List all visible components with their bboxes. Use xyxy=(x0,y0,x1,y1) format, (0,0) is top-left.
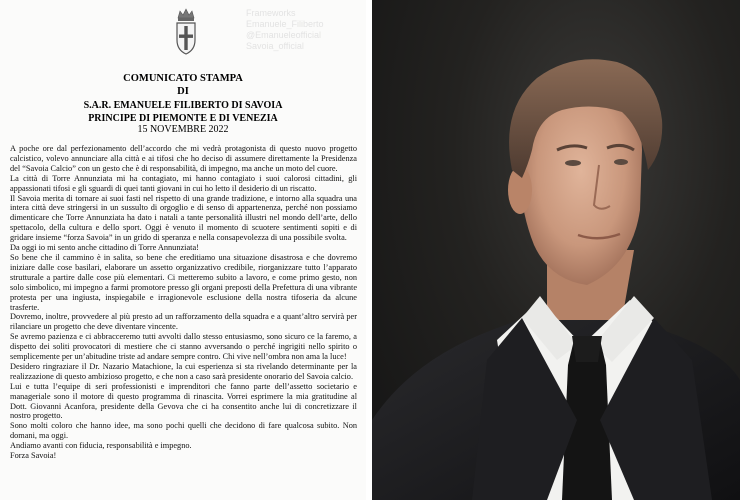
header-di: DI xyxy=(177,86,189,97)
watermark-line: Emanuele_Filiberto xyxy=(246,19,324,29)
watermark xyxy=(246,8,356,52)
man-portrait-illustration xyxy=(372,0,740,500)
watermark-line: Frameworks xyxy=(246,8,296,18)
paragraph: Lui e tutta l’equipe di seri professionisti e imprenditori che fanno parte dell’assetto societario e manageriale sono il motore di questo programma di rinascita. Vorrei esprimere la mia gratitudine al Dott. Giovanni Acanfora, presidente della Gevova che ci ha consentito anche lui di concretizzare il nostro progetto. xyxy=(10,381,357,421)
header-title: COMUNICATO STAMPA xyxy=(123,73,243,84)
paragraph: La città di Torre Annunziata mi ha contagiato, mi hanno contagiato i suoi calorosi cittadini, gli appassionati tifosi e gli sguardi di quei tanti giovani in cui ho letto il desiderio di un riscatto. xyxy=(10,173,357,193)
document-header xyxy=(0,72,366,125)
document-date: 15 NOVEMBRE 2022 xyxy=(137,124,229,135)
header-title-line: PRINCIPE DI PIEMONTE E DI VENEZIA xyxy=(88,113,278,124)
paragraph: A poche ore dal perfezionamento dell’accordo che mi vedrà protagonista di questo nuovo progetto calcistico, volevo annunciare alla città e ai tifosi che ho deciso di assumere direttamente la Presidenza del “Savoia Calcio” con un gesto che è di responsabilità, di impegno, ma anche un moto del cuore. xyxy=(10,144,357,173)
watermark-line: @Emanueleofficial xyxy=(246,30,322,40)
paragraph: So bene che il cammino è in salita, so bene che ereditiamo una situazione disastrosa e che dovremo iniziare dalle cose basilari, elaborare un assetto organizzativo credibile, riorganizzare tutto l’apparato strutturale a partire dalle cose più elementari. Ci metteremo subito a lavoro, e come primo gesto, non solo simbolico, mi impegno a farmi promotore presso gli organi preposti della Prefettura di una vibrante protesta per una ingiusta, inspiegabile e irragionevole esclusione della nostra tifoseria da alcune trasferte. xyxy=(10,252,357,312)
paragraph: Forza Savoia! xyxy=(10,451,57,461)
savoy-crest-icon xyxy=(173,6,199,60)
portrait-photo xyxy=(372,0,740,500)
header-name: S.A.R. EMANUELE FILIBERTO DI SAVOIA xyxy=(83,100,283,111)
paragraph: Il Savoia merita di tornare ai suoi fasti nel rispetto di una grande tradizione, e intorno alla squadra una intera città deve stringersi in un sussulto di orgoglio e di senso di appartenenza, perché non possiamo dimenticare che Torre Annunziata ha dato i natali a tante personalità illustri nel mondo dell’arte, dello spettacolo, della cultura e dello sport. Oggi è venuto il momento di scuotere sentimenti sopiti e di gridare insieme “forza Savoia” in un grido di speranza e nella consapevolezza di una possibile svolta. xyxy=(10,193,357,243)
paragraph: Andiamo avanti con fiducia, responsabilità e impegno. xyxy=(10,441,192,451)
watermark-line: Savoia_official xyxy=(246,41,304,51)
document-body xyxy=(10,144,357,461)
paragraph: Desidero ringraziare il Dr. Nazario Matachione, la cui esperienza si sta rivelando determinante per la realizzazione di questo ambizioso progetto, e che non a caso sarà presidente onorario del Savoia calcio. xyxy=(10,361,357,381)
paragraph: Da oggi io mi sento anche cittadino di Torre Annunziata! xyxy=(10,243,199,253)
paragraph: Dovremo, inoltre, provvedere al più presto ad un rafforzamento della squadra e a quant’altro servirà per rilanciare un progetto che deve diventare vincente. xyxy=(10,312,357,332)
paragraph: Se avremo pazienza e ci abbracceremo tutti avvolti dallo stesso entusiasmo, sono sicuro ce la faremo, a dispetto dei soliti provocatori di mestiere che ci stanno avversando o perché ingrigiti nello spirito o semplicemente per un’abitudine triste ad andare sempre contro. Chi vive nell’ombra non ama la luce! xyxy=(10,332,357,362)
paragraph: Sono molti coloro che hanno idee, ma sono pochi quelli che decidono di fare qualcosa subito. Non domani, ma oggi. xyxy=(10,421,357,441)
press-release-document xyxy=(0,0,366,500)
